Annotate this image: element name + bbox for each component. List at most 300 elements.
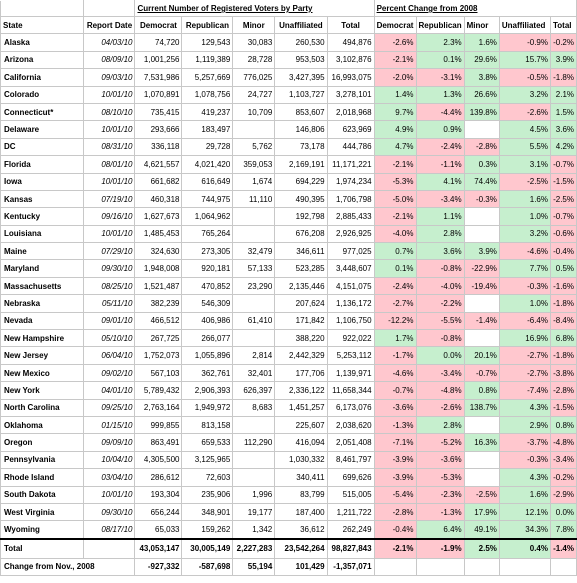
- pct-democrat-cell: 9.7%: [374, 103, 416, 120]
- democrat-cell: 656,244: [135, 503, 182, 520]
- unaffiliated-cell: 260,530: [275, 34, 327, 51]
- pct-minor-cell: -2.5%: [464, 486, 499, 503]
- total-cell: 3,102,876: [327, 51, 374, 68]
- unaffiliated-cell: 676,208: [275, 225, 327, 242]
- pct-total-cell: 0.5%: [550, 260, 576, 277]
- democrat-cell: 1,070,891: [135, 86, 182, 103]
- pct-democrat-cell: -5.0%: [374, 190, 416, 207]
- total-cell: 1,136,172: [327, 295, 374, 312]
- pct-minor-cell: 16.3%: [464, 434, 499, 451]
- table-row: [1, 173, 577, 190]
- pct-republican-cell: -2.3%: [416, 486, 464, 503]
- unaffiliated-cell: 192,798: [275, 208, 327, 225]
- registered-group-title: Current Number of Registered Voters by Party: [135, 1, 374, 17]
- minor-cell: 1,342: [233, 521, 275, 539]
- pct-democrat-cell: 4.7%: [374, 138, 416, 155]
- pct-republican-cell: 0.9%: [416, 121, 464, 138]
- pct-total-cell: 0.0%: [550, 503, 576, 520]
- democrat-cell: 286,612: [135, 469, 182, 486]
- table-row: [1, 521, 577, 539]
- republican-cell: 362,761: [182, 364, 233, 381]
- state-cell: New Hampshire: [1, 330, 84, 347]
- unaffiliated-cell: 146,806: [275, 121, 327, 138]
- minor-cell: [233, 225, 275, 242]
- pct-total-cell: -8.4%: [550, 312, 576, 329]
- pct-democrat-cell: -2.0%: [374, 69, 416, 86]
- pct-unaffiliated-cell: 0.4%: [499, 539, 550, 559]
- total-cell: 3,278,101: [327, 86, 374, 103]
- pct-republican-cell: 4.1%: [416, 173, 464, 190]
- minor-cell: 1,674: [233, 173, 275, 190]
- pct-republican-cell: -3.4%: [416, 190, 464, 207]
- pct-total-cell: -4.8%: [550, 434, 576, 451]
- unaffiliated-cell: 523,285: [275, 260, 327, 277]
- republican-cell: 1,949,972: [182, 399, 233, 416]
- pct-unaffiliated-cell: 3.1%: [499, 156, 550, 173]
- republican-cell: 1,055,896: [182, 347, 233, 364]
- report-date-cell: 07/19/10: [84, 190, 135, 207]
- table-row: [1, 277, 577, 294]
- pct-minor-cell: [464, 121, 499, 138]
- pct-republican-cell: 2.8%: [416, 225, 464, 242]
- democrat-cell: 735,415: [135, 103, 182, 120]
- total-cell: 515,005: [327, 486, 374, 503]
- democrat-cell: 1,752,073: [135, 347, 182, 364]
- state-cell: Oklahoma: [1, 416, 84, 433]
- report-date-cell: 08/25/10: [84, 277, 135, 294]
- col-header-state: State: [1, 17, 84, 34]
- democrat-cell: 2,763,164: [135, 399, 182, 416]
- unaffiliated-cell: 36,612: [275, 521, 327, 539]
- pct-republican-cell: 0.1%: [416, 51, 464, 68]
- minor-cell: 19,177: [233, 503, 275, 520]
- republican-cell: 29,728: [182, 138, 233, 155]
- pct-minor-cell: 26.6%: [464, 86, 499, 103]
- pct-republican-cell: 0.0%: [416, 347, 464, 364]
- pct-republican-cell: 6.4%: [416, 521, 464, 539]
- minor-cell: 2,814: [233, 347, 275, 364]
- pct-democrat-cell: -3.9%: [374, 451, 416, 468]
- pct-republican-cell: 3.6%: [416, 243, 464, 260]
- state-cell: DC: [1, 138, 84, 155]
- report-date-cell: 09/09/10: [84, 434, 135, 451]
- democrat-cell: 4,621,557: [135, 156, 182, 173]
- republican-cell: 920,181: [182, 260, 233, 277]
- pct-minor-cell: 0.8%: [464, 382, 499, 399]
- republican-cell: 765,264: [182, 225, 233, 242]
- group-header-row: [1, 1, 577, 17]
- pct-total-cell: -1.8%: [550, 69, 576, 86]
- table-row: [1, 416, 577, 433]
- pct-unaffiliated-cell: 2.9%: [499, 416, 550, 433]
- minor-cell: [233, 208, 275, 225]
- pct-total-cell: -2.9%: [550, 486, 576, 503]
- pct-republican-cell: -1.3%: [416, 503, 464, 520]
- republican-cell: 5,257,669: [182, 69, 233, 86]
- pct-unaffiliated-cell: 4.3%: [499, 399, 550, 416]
- republican-cell: 159,262: [182, 521, 233, 539]
- pct-total-cell: -0.2%: [550, 469, 576, 486]
- minor-cell: 32,401: [233, 364, 275, 381]
- pct-total-cell: -1.8%: [550, 295, 576, 312]
- pct-republican-cell: -0.8%: [416, 260, 464, 277]
- report-date-cell: 09/03/10: [84, 69, 135, 86]
- pct-republican-cell: -1.1%: [416, 156, 464, 173]
- minor-cell: 112,290: [233, 434, 275, 451]
- pct-democrat-cell: -5.4%: [374, 486, 416, 503]
- pct-republican-cell: -5.5%: [416, 312, 464, 329]
- state-cell: Kentucky: [1, 208, 84, 225]
- state-cell: New Jersey: [1, 347, 84, 364]
- unaffiliated-cell: 171,842: [275, 312, 327, 329]
- report-date-cell: 08/31/10: [84, 138, 135, 155]
- pct-democrat-cell: 1.7%: [374, 330, 416, 347]
- minor-cell: 57,133: [233, 260, 275, 277]
- pct-republican-cell: -2.4%: [416, 138, 464, 155]
- minor-cell: 359,053: [233, 156, 275, 173]
- pct-minor-cell: 138.7%: [464, 399, 499, 416]
- republican-cell: 183,497: [182, 121, 233, 138]
- pct-minor-cell: 0.3%: [464, 156, 499, 173]
- pct-republican-cell: -0.8%: [416, 330, 464, 347]
- empty-cell: [499, 558, 550, 575]
- report-date-cell: 04/03/10: [84, 34, 135, 51]
- pct-total-cell: -3.4%: [550, 451, 576, 468]
- total-cell: 2,018,968: [327, 103, 374, 120]
- col-header-minor: Minor: [233, 17, 275, 34]
- pct-unaffiliated-cell: 1.0%: [499, 295, 550, 312]
- table-row: [1, 190, 577, 207]
- pct-democrat-cell: -0.7%: [374, 382, 416, 399]
- report-date-cell: 04/01/10: [84, 382, 135, 399]
- pct-minor-cell: 1.6%: [464, 34, 499, 51]
- state-cell: West Virginia: [1, 503, 84, 520]
- empty-cell: [550, 558, 576, 575]
- minor-cell: 28,728: [233, 51, 275, 68]
- pct-unaffiliated-cell: 16.9%: [499, 330, 550, 347]
- col-header-pct-minor: Minor: [464, 17, 499, 34]
- republican-cell: 419,237: [182, 103, 233, 120]
- pct-unaffiliated-cell: 1.6%: [499, 486, 550, 503]
- pct-republican-cell: -5.2%: [416, 434, 464, 451]
- total-cell: 1,106,750: [327, 312, 374, 329]
- pct-minor-cell: [464, 225, 499, 242]
- minor-cell: 32,479: [233, 243, 275, 260]
- pct-republican-cell: -4.8%: [416, 382, 464, 399]
- republican-cell: 3,125,965: [182, 451, 233, 468]
- democrat-cell: 1,948,008: [135, 260, 182, 277]
- empty-cell: [464, 558, 499, 575]
- minor-cell: 11,110: [233, 190, 275, 207]
- total-cell: 11,658,344: [327, 382, 374, 399]
- pct-minor-cell: [464, 208, 499, 225]
- change-row-label: Change from Nov., 2008: [1, 558, 135, 575]
- democrat-cell: 661,682: [135, 173, 182, 190]
- table-row: [1, 208, 577, 225]
- pct-democrat-cell: -2.7%: [374, 295, 416, 312]
- pct-republican-cell: -4.0%: [416, 277, 464, 294]
- republican-cell: 1,064,962: [182, 208, 233, 225]
- unaffiliated-cell: 207,624: [275, 295, 327, 312]
- minor-cell: 1,996: [233, 486, 275, 503]
- minor-cell: [233, 451, 275, 468]
- democrat-cell: 7,531,986: [135, 69, 182, 86]
- total-cell: 1,139,971: [327, 364, 374, 381]
- table-row: [1, 451, 577, 468]
- pct-republican-cell: -3.1%: [416, 69, 464, 86]
- pct-minor-cell: -19.4%: [464, 277, 499, 294]
- state-cell: New York: [1, 382, 84, 399]
- table-row: [1, 86, 577, 103]
- democrat-cell: 466,512: [135, 312, 182, 329]
- pct-total-cell: -0.4%: [550, 243, 576, 260]
- table-row: [1, 243, 577, 260]
- pct-unaffiliated-cell: -0.5%: [499, 69, 550, 86]
- report-date-cell: 03/04/10: [84, 469, 135, 486]
- state-cell: Total: [1, 539, 84, 559]
- pct-minor-cell: 3.8%: [464, 69, 499, 86]
- pct-unaffiliated-cell: 1.0%: [499, 208, 550, 225]
- pct-republican-cell: -2.6%: [416, 399, 464, 416]
- pct-total-cell: 3.9%: [550, 51, 576, 68]
- report-date-cell: 08/10/10: [84, 103, 135, 120]
- democrat-cell: 193,304: [135, 486, 182, 503]
- democrat-cell: 382,239: [135, 295, 182, 312]
- report-date-cell: 08/17/10: [84, 521, 135, 539]
- pct-republican-cell: -3.6%: [416, 451, 464, 468]
- table-row: [1, 503, 577, 520]
- pct-democrat-cell: -3.6%: [374, 399, 416, 416]
- pct-unaffiliated-cell: -2.7%: [499, 364, 550, 381]
- minor-cell: 626,397: [233, 382, 275, 399]
- pct-democrat-cell: -2.6%: [374, 34, 416, 51]
- republican-cell: 129,543: [182, 34, 233, 51]
- table-row: [1, 434, 577, 451]
- pct-democrat-cell: -3.9%: [374, 469, 416, 486]
- pct-democrat-cell: -0.4%: [374, 521, 416, 539]
- table-row: [1, 486, 577, 503]
- table-row: [1, 312, 577, 329]
- pct-democrat-cell: -2.1%: [374, 208, 416, 225]
- pct-minor-cell: -0.3%: [464, 190, 499, 207]
- pct-minor-cell: 139.8%: [464, 103, 499, 120]
- minor-cell: 10,709: [233, 103, 275, 120]
- pct-republican-cell: -1.9%: [416, 539, 464, 559]
- report-date-cell: 09/30/10: [84, 503, 135, 520]
- pct-unaffiliated-cell: 7.7%: [499, 260, 550, 277]
- pct-minor-cell: [464, 295, 499, 312]
- democrat-cell: 863,491: [135, 434, 182, 451]
- unaffiliated-cell: 2,135,446: [275, 277, 327, 294]
- pct-republican-cell: -5.3%: [416, 469, 464, 486]
- unaffiliated-cell: 2,442,329: [275, 347, 327, 364]
- change-from-2008-row: [1, 558, 577, 575]
- table-row: [1, 295, 577, 312]
- democrat-cell: 1,485,453: [135, 225, 182, 242]
- table-row: [1, 260, 577, 277]
- unaffiliated-cell: 3,427,395: [275, 69, 327, 86]
- pct-total-cell: 4.2%: [550, 138, 576, 155]
- total-cell: 98,827,843: [327, 539, 374, 559]
- unaffiliated-cell: 1,451,257: [275, 399, 327, 416]
- table-row: [1, 121, 577, 138]
- minor-cell: [233, 121, 275, 138]
- state-cell: Oregon: [1, 434, 84, 451]
- state-cell: Colorado: [1, 86, 84, 103]
- empty-cell: [416, 558, 464, 575]
- state-cell: Maine: [1, 243, 84, 260]
- pct-unaffiliated-cell: -0.3%: [499, 451, 550, 468]
- pct-unaffiliated-cell: -7.4%: [499, 382, 550, 399]
- unaffiliated-cell: 416,094: [275, 434, 327, 451]
- unaffiliated-cell: 2,169,191: [275, 156, 327, 173]
- pct-total-cell: -0.7%: [550, 156, 576, 173]
- pct-democrat-cell: -2.8%: [374, 503, 416, 520]
- pct-total-cell: -0.6%: [550, 225, 576, 242]
- republican-cell: 659,533: [182, 434, 233, 451]
- total-cell: 494,876: [327, 34, 374, 51]
- report-date-cell: 09/02/10: [84, 364, 135, 381]
- total-cell: 11,171,221: [327, 156, 374, 173]
- state-cell: North Carolina: [1, 399, 84, 416]
- democrat-cell: 1,521,487: [135, 277, 182, 294]
- pct-minor-cell: [464, 469, 499, 486]
- total-cell: 8,461,797: [327, 451, 374, 468]
- report-date-cell: 05/10/10: [84, 330, 135, 347]
- state-cell: Kansas: [1, 190, 84, 207]
- pct-republican-cell: 2.3%: [416, 34, 464, 51]
- democrat-cell: 65,033: [135, 521, 182, 539]
- total-cell: 6,173,076: [327, 399, 374, 416]
- pct-republican-cell: -2.2%: [416, 295, 464, 312]
- pct-minor-cell: [464, 330, 499, 347]
- report-date-cell: 01/15/10: [84, 416, 135, 433]
- democrat-cell: 567,103: [135, 364, 182, 381]
- pct-minor-cell: -0.7%: [464, 364, 499, 381]
- pct-republican-cell: 1.1%: [416, 208, 464, 225]
- minor-cell: [233, 295, 275, 312]
- pct-minor-cell: -1.4%: [464, 312, 499, 329]
- table-row: [1, 347, 577, 364]
- pct-total-cell: -1.5%: [550, 173, 576, 190]
- republican-cell: 4,021,420: [182, 156, 233, 173]
- pct-democrat-cell: 0.1%: [374, 260, 416, 277]
- state-cell: Louisiana: [1, 225, 84, 242]
- empty-cell: [374, 558, 416, 575]
- pct-total-cell: 0.8%: [550, 416, 576, 433]
- col-header-democrat: Democrat: [135, 17, 182, 34]
- republican-cell: 30,005,149: [182, 539, 233, 559]
- pct-unaffiliated-cell: -0.3%: [499, 277, 550, 294]
- minor-cell: [233, 416, 275, 433]
- col-header-pct-democrat: Democrat: [374, 17, 416, 34]
- republican-cell: 273,305: [182, 243, 233, 260]
- pct-democrat-cell: -2.1%: [374, 51, 416, 68]
- pct-total-cell: 6.8%: [550, 330, 576, 347]
- table-row: [1, 69, 577, 86]
- col-header-pct-unaffiliated: Unaffiliated: [499, 17, 550, 34]
- report-date-cell: 10/04/10: [84, 451, 135, 468]
- pct-democrat-cell: 4.9%: [374, 121, 416, 138]
- report-date-cell: 10/01/10: [84, 486, 135, 503]
- minor-cell: [233, 330, 275, 347]
- report-date-cell: 09/01/10: [84, 312, 135, 329]
- pct-democrat-cell: -12.2%: [374, 312, 416, 329]
- pct-total-cell: 2.1%: [550, 86, 576, 103]
- pct-total-cell: -3.8%: [550, 364, 576, 381]
- pct-republican-cell: -3.4%: [416, 364, 464, 381]
- state-cell: Arizona: [1, 51, 84, 68]
- table-row: [1, 138, 577, 155]
- unaffiliated-cell: 853,607: [275, 103, 327, 120]
- total-cell: 2,885,433: [327, 208, 374, 225]
- total-cell: 623,969: [327, 121, 374, 138]
- minor-cell: 8,683: [233, 399, 275, 416]
- state-cell: Nebraska: [1, 295, 84, 312]
- report-date-cell: 06/04/10: [84, 347, 135, 364]
- pct-total-cell: -0.2%: [550, 34, 576, 51]
- republican-cell: 470,852: [182, 277, 233, 294]
- unaffiliated-cell: 83,799: [275, 486, 327, 503]
- table-row: [1, 34, 577, 51]
- democrat-cell: 5,789,432: [135, 382, 182, 399]
- table-row: [1, 330, 577, 347]
- state-cell: Connecticut*: [1, 103, 84, 120]
- pct-unaffiliated-cell: 3.2%: [499, 225, 550, 242]
- pct-democrat-cell: -5.3%: [374, 173, 416, 190]
- col-header-unaffiliated: Unaffiliated: [275, 17, 327, 34]
- pct-unaffiliated-cell: -4.6%: [499, 243, 550, 260]
- table-row: [1, 364, 577, 381]
- democrat-cell: 74,720: [135, 34, 182, 51]
- pct-democrat-cell: -1.3%: [374, 416, 416, 433]
- pct-unaffiliated-cell: 4.5%: [499, 121, 550, 138]
- pct-minor-cell: 17.9%: [464, 503, 499, 520]
- unaffiliated-cell: 694,229: [275, 173, 327, 190]
- state-cell: Massachusetts: [1, 277, 84, 294]
- pct-total-cell: -2.8%: [550, 382, 576, 399]
- pct-minor-cell: 20.1%: [464, 347, 499, 364]
- state-cell: Iowa: [1, 173, 84, 190]
- pct-republican-cell: -4.4%: [416, 103, 464, 120]
- unaffiliated-cell: 340,411: [275, 469, 327, 486]
- pct-republican-cell: 2.8%: [416, 416, 464, 433]
- pct-democrat-cell: -1.7%: [374, 347, 416, 364]
- report-date-cell: 10/01/10: [84, 173, 135, 190]
- col-header-report-date: Report Date: [84, 17, 135, 34]
- pct-minor-cell: 2.5%: [464, 539, 499, 559]
- pct-total-cell: 1.5%: [550, 103, 576, 120]
- total-cell: 262,249: [327, 521, 374, 539]
- unaffiliated-cell: 73,178: [275, 138, 327, 155]
- pct-minor-cell: [464, 451, 499, 468]
- report-date-cell: 10/01/10: [84, 86, 135, 103]
- democrat-cell: 43,053,147: [135, 539, 182, 559]
- republican-cell: 744,975: [182, 190, 233, 207]
- pct-minor-cell: [464, 416, 499, 433]
- pct-democrat-cell: -2.4%: [374, 277, 416, 294]
- democrat-cell: 1,627,673: [135, 208, 182, 225]
- democrat-cell: 336,118: [135, 138, 182, 155]
- pct-democrat-cell: -4.6%: [374, 364, 416, 381]
- unaffiliated-cell: 1,103,727: [275, 86, 327, 103]
- state-cell: New Mexico: [1, 364, 84, 381]
- pct-unaffiliated-cell: 1.6%: [499, 190, 550, 207]
- pct-unaffiliated-cell: -3.7%: [499, 434, 550, 451]
- percent-change-group-title: Percent Change from 2008: [374, 1, 576, 17]
- unaffiliated-cell: 490,395: [275, 190, 327, 207]
- report-date-cell: 10/01/10: [84, 121, 135, 138]
